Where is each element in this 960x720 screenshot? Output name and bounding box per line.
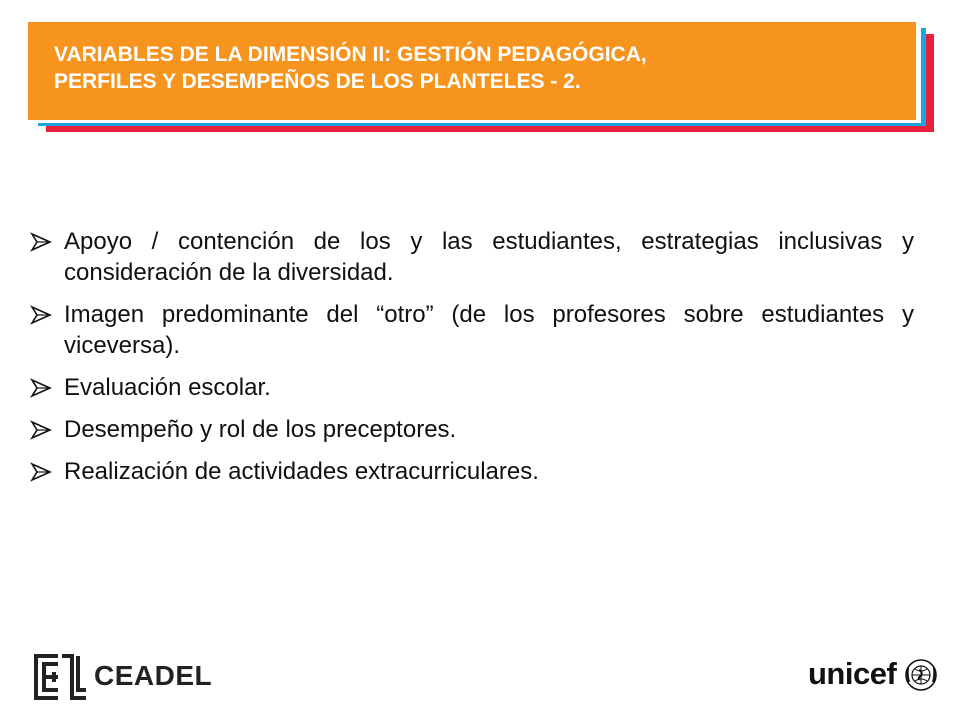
page-title-line-2: PERFILES Y DESEMPEÑOS DE LOS PLANTELES - 2.	[54, 70, 581, 93]
ceadel-emblem-icon	[28, 650, 92, 704]
unicef-logo	[808, 652, 938, 700]
arrow-bullet-icon	[30, 232, 52, 252]
ceadel-logo	[28, 650, 213, 704]
banner-panel	[28, 22, 916, 120]
list-item-text: Realización de actividades extracurriculares.	[64, 458, 539, 485]
page-title-line-1: VARIABLES DE LA DIMENSIÓN II: GESTIÓN PEDAGÓGICA,	[54, 43, 647, 66]
list-item	[30, 226, 914, 288]
un-emblem-icon	[904, 658, 938, 692]
arrow-bullet-icon	[30, 420, 52, 440]
list-item-text: Apoyo / contención de los y las estudiantes, estrategias inclusivas y consideración de la diversidad.	[64, 228, 914, 286]
ceadel-logo-text: CEADEL	[94, 660, 213, 691]
list-item	[30, 299, 914, 361]
title-banner	[28, 22, 916, 120]
list-item	[30, 372, 914, 403]
arrow-bullet-icon	[30, 305, 52, 325]
list-item-text: Evaluación escolar.	[64, 374, 271, 401]
arrow-bullet-icon	[30, 462, 52, 482]
unicef-logo-text: unicef	[808, 656, 897, 691]
list-item	[30, 456, 914, 487]
list-item-text: Desempeño y rol de los preceptores.	[64, 416, 457, 443]
list-item-text: Imagen predominante del “otro” (de los profesores sobre estudiantes y viceversa).	[64, 301, 914, 359]
page-title	[54, 41, 892, 95]
bullet-list	[30, 226, 914, 498]
list-item	[30, 414, 914, 445]
arrow-bullet-icon	[30, 378, 52, 398]
